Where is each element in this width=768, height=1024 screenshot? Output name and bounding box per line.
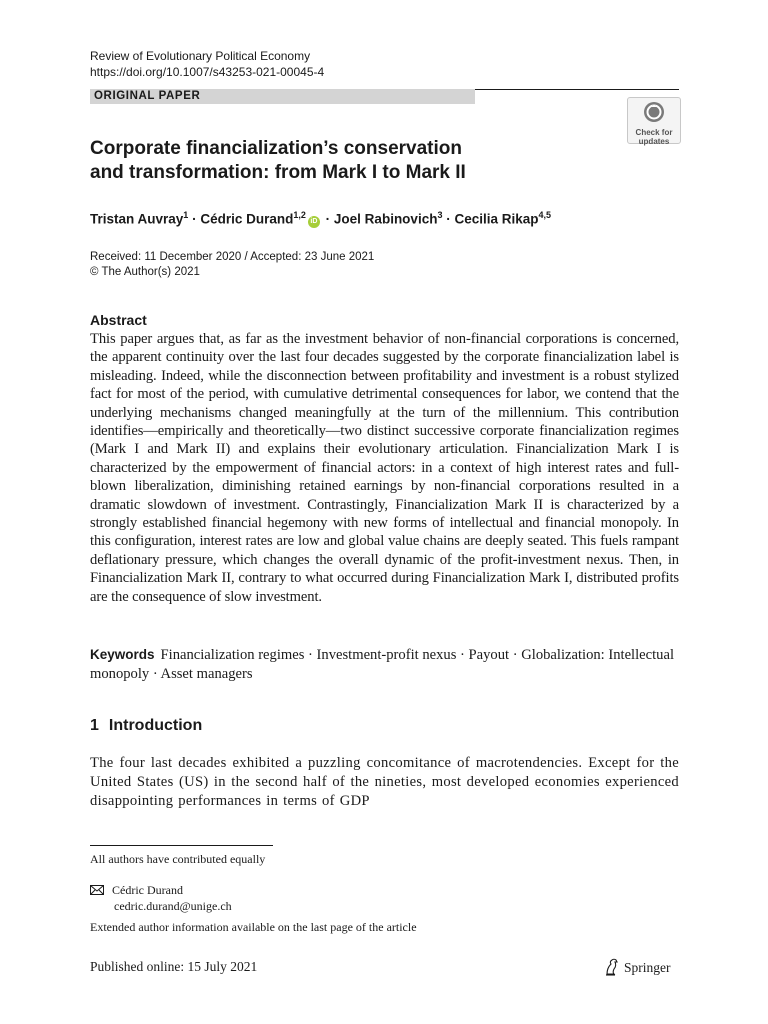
doi-link[interactable]: https://doi.org/10.1007/s43253-021-00045-4	[90, 65, 325, 79]
section-title: Introduction	[108, 717, 203, 734]
author-list	[90, 205, 551, 230]
author-name[interactable]: Cecilia Rikap	[454, 211, 539, 227]
journal-header	[90, 48, 324, 80]
author-name[interactable]: Tristan Auvray	[90, 211, 184, 227]
check-for-updates-button[interactable]	[627, 97, 681, 144]
envelope-icon	[90, 885, 104, 895]
section-heading	[90, 717, 202, 735]
publisher-name: Springer	[624, 960, 671, 975]
author-separator: ·	[325, 211, 331, 227]
keywords-label: Keywords	[90, 647, 155, 662]
received-accepted-dates: Received: 11 December 2020 / Accepted: 23 June 2021	[90, 251, 375, 263]
equal-contribution-note: All authors have contributed equally	[90, 852, 266, 866]
springer-horse-icon	[604, 958, 620, 976]
paper-title	[90, 137, 610, 185]
published-online-date: Published online: 15 July 2021	[90, 959, 258, 974]
orcid-icon[interactable]: iD	[308, 216, 320, 228]
abstract-heading: Abstract	[90, 312, 147, 328]
author-name[interactable]: Joel Rabinovich	[333, 211, 438, 227]
paper-type-bar	[90, 89, 475, 104]
title-line-1: Corporate financialization’s conservation	[90, 138, 462, 159]
title-line-2: and transformation: from Mark I to Mark II	[90, 162, 466, 183]
section-number: 1	[90, 717, 99, 734]
check-updates-line2: updates	[638, 137, 670, 146]
author-separator: ·	[446, 211, 451, 227]
check-updates-line1: Check for	[635, 128, 673, 137]
footnote-rule	[90, 845, 273, 846]
author-affiliation: 1,2	[293, 210, 306, 220]
introduction-text: The four last decades exhibited a puzzling concomitance of macrotendencies. Except for the United States (US) in the second half of the nineties, most developed economies experienced disappointing performances in terms of GDP	[90, 755, 679, 809]
contact-name: Cédric Durand	[112, 883, 183, 897]
check-updates-icon	[643, 101, 665, 123]
corresponding-author	[90, 882, 232, 914]
keywords-text: Financialization regimes · Investment-profit nexus · Payout · Globalization: Intellectual monopoly · Asset managers	[90, 647, 674, 682]
author-affiliation: 3	[437, 210, 443, 220]
publisher-logo	[604, 958, 671, 976]
contact-email-link[interactable]: cedric.durand@unige.ch	[114, 899, 232, 913]
extended-author-info: Extended author information available on the last page of the article	[90, 920, 417, 934]
journal-name: Review of Evolutionary Political Economy	[90, 49, 311, 63]
publication-dates	[90, 250, 374, 280]
author-affiliation: 4,5	[538, 210, 552, 220]
header-rule	[475, 89, 679, 90]
keywords-section	[90, 645, 679, 684]
author-affiliation: 1	[183, 210, 189, 220]
author-separator: ·	[192, 211, 197, 227]
author-name[interactable]: Cédric Durand	[200, 211, 294, 227]
copyright-notice: © The Author(s) 2021	[90, 266, 200, 278]
abstract-text: This paper argues that, as far as the investment behavior of non-financial corporations is concerned, the apparent continuity over the last four decades suggested by the corporate financialization label is misleading. Indeed, while the disconnection between profitability and investment is a robust stylized fact for most of the period, with cumulative detrimental consequences for labor, we contend that the underlying mechanisms changed meaningfully at the turn of the millennium. This contribution identifies—empirically and theoretically—two distinct successive corporate financialization regimes (Mark I and Mark II) and explains their evolutionary articulation. Financialization Mark I is characterized by the empowerment of financial actors: in a context of high interest rates and full-blown liberalization, diminishing retained earnings by non-financial corporations resulted in a dramatic slowdown of investment. Contrastingly, Financialization Mark II is characterized by a strongly established financial hegemony with new forms of intellectual and financial monopoly. In this configuration, interest rates are low and global value chains are deeply seated. This fuels rampant deflationary pressure, which changes the overall dynamic of the profit-investment nexus. Then, in Financialization Mark II, contrary to what occurred during Financialization Mark I, distributed profits are the consequence of slow investment.	[90, 331, 679, 605]
paper-type-label: ORIGINAL PAPER	[94, 90, 201, 102]
